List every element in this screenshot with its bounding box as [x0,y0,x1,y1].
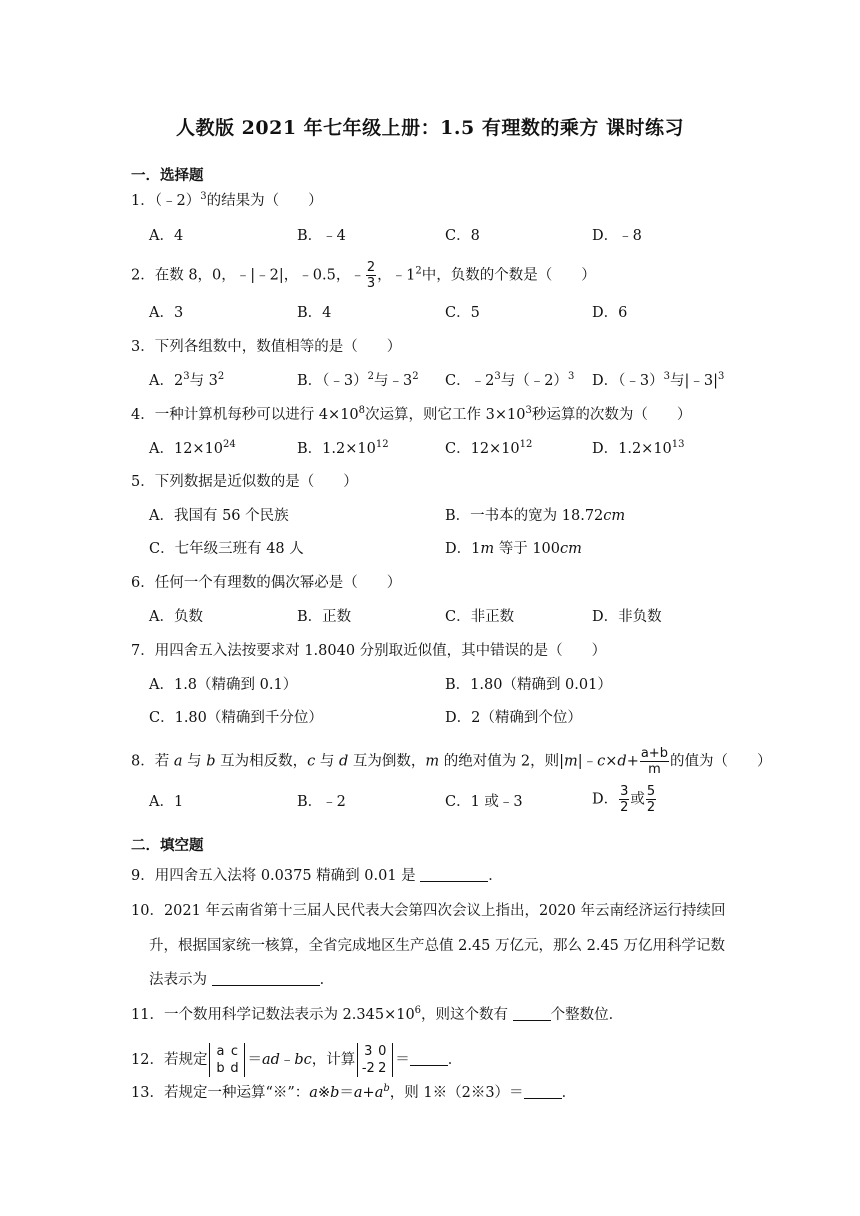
option-a[interactable]: A．$2^3$与 $3^2$ [149,371,225,389]
option-b[interactable]: B．﹣4 [297,228,346,244]
question-4: 4．一种计算机每秒可以进行 $4\times 10^8$次运算，则它工作 $3\times 10^3$秒运算的次数为（ ） [131,405,692,423]
option-b[interactable]: B．正数 [297,609,352,625]
answer-blank[interactable] [513,1006,551,1021]
question-10-line3: 法表示为 ． [149,972,335,988]
question-9: 9．用四舍五入法将 0.0375 精确到 0.01 是 ． [131,868,503,884]
option-c[interactable]: C．$12\times 10^{12}$ [445,439,533,457]
option-b[interactable]: B．（﹣3）$^2$与$﹣3^2$ [297,371,419,389]
determinant-to-compute: 3 0 -2 2 [357,1043,393,1077]
question-2-options [149,303,749,323]
option-b[interactable]: B．﹣2 [297,794,346,810]
option-a[interactable]: A．1.8（精确到 0.1） [149,677,298,693]
option-b[interactable]: B．一书本的宽为 18.72cm [445,508,626,524]
question-8-options [149,784,749,815]
section-fill-in-blank: 二．填空题 [131,837,204,854]
option-a[interactable]: A．我国有 56 个民族 [149,508,289,524]
question-13: 13．若规定一种运算“※”：$a※b=a+a^b$，则 1※（2※3）＝ ． [131,1083,577,1101]
question-7-options-row2 [149,708,749,728]
fraction: $\frac{2}{3}$ [366,260,376,291]
answer-blank[interactable] [410,1051,448,1066]
option-c[interactable]: C．七年级三班有 48 人 [149,541,304,557]
option-b[interactable]: B．$1.2\times 10^{12}$ [297,439,389,457]
question-12: 12．若规定a c b d＝ad﹣bc，计算3 0 -2 2＝ ． [131,1044,463,1076]
question-3: 3．下列各组数中，数值相等的是（ ） [131,339,402,355]
option-d[interactable]: D．$1.2\times 10^{13}$ [592,439,685,457]
option-d[interactable]: D．非负数 [592,609,662,625]
option-c[interactable]: C．$﹣2^3$与（﹣2）$^3$ [445,371,575,389]
question-5-options-row2 [149,539,749,559]
option-d[interactable]: D．（﹣3）$^3$与$|﹣3|^3$ [592,371,725,389]
question-11: 11．一个数用科学记数法表示为 $2.345\times 10^6$，则这个数有 个整数位． [131,1005,624,1023]
page-title: 人教版 2021 年七年级上册：1.5 有理数的乘方 课时练习 [176,117,684,139]
option-d[interactable]: D．1m 等于 100cm [445,541,582,557]
option-d[interactable]: D．﹣8 [592,228,642,244]
option-c[interactable]: C．非正数 [445,609,515,625]
question-10-line1: 10．2021 年云南省第十三届人民代表大会第四次会议上指出，2020 年云南经济运行持续回 [131,903,726,919]
option-c[interactable]: C．1.80（精确到千分位） [149,710,323,726]
question-1: 1．（﹣2）$^3$的结果为（ ） [131,191,323,209]
answer-blank[interactable] [420,867,488,882]
option-c[interactable]: C．1 或﹣3 [445,794,523,810]
option-b[interactable]: B．4 [297,305,332,321]
option-c[interactable]: C．8 [445,228,480,244]
option-d[interactable]: D． $\frac{3}{2}$ 或 $\frac{5}{2}$ [592,784,656,815]
option-c[interactable]: C．5 [445,305,480,321]
question-4-options [149,439,749,459]
option-d[interactable]: D．2（精确到个位） [445,710,582,726]
question-10-line2: 升，根据国家统一核算，全省完成地区生产总值 2.45 万亿元，那么 2.45 万亿用科学记数 [149,938,726,954]
answer-blank[interactable] [212,971,320,986]
determinant-definition: a c b d [209,1043,245,1077]
question-6-options [149,607,749,627]
fraction: $\frac{a+b}{m}$ [640,746,668,777]
option-a[interactable]: A．负数 [149,609,203,625]
question-3-options [149,371,749,391]
option-a[interactable]: A．1 [149,794,184,810]
option-d[interactable]: D．6 [592,305,628,321]
question-2: 2．在数 8，0，﹣|﹣2|，﹣0.5，﹣ $\frac{2}{3}$ ，$﹣1^2$中，负数的个数是（ ） [131,260,596,291]
question-8: 8．若 a 与 b 互为相反数，c 与 d 互为倒数，m 的绝对值为 2，则|m|﹣c×d+ $\frac{a+b}{m}$ 的值为（ ） [131,746,772,777]
option-a[interactable]: A．3 [149,305,184,321]
question-5: 5．下列数据是近似数的是（ ） [131,474,358,490]
question-1-options [149,226,749,246]
section-multiple-choice: 一．选择题 [131,167,204,184]
option-a[interactable]: A．$12\times 10^{24}$ [149,439,236,457]
question-6: 6．任何一个有理数的偶次幂必是（ ） [131,575,402,591]
question-5-options-row1 [149,506,749,526]
question-7: 7．用四舍五入法按要求对 1.8040 分别取近似值，其中错误的是（ ） [131,643,607,659]
question-7-options-row1 [149,675,749,695]
option-b[interactable]: B．1.80（精确到 0.01） [445,677,612,693]
answer-blank[interactable] [524,1084,562,1099]
option-a[interactable]: A．4 [149,228,184,244]
